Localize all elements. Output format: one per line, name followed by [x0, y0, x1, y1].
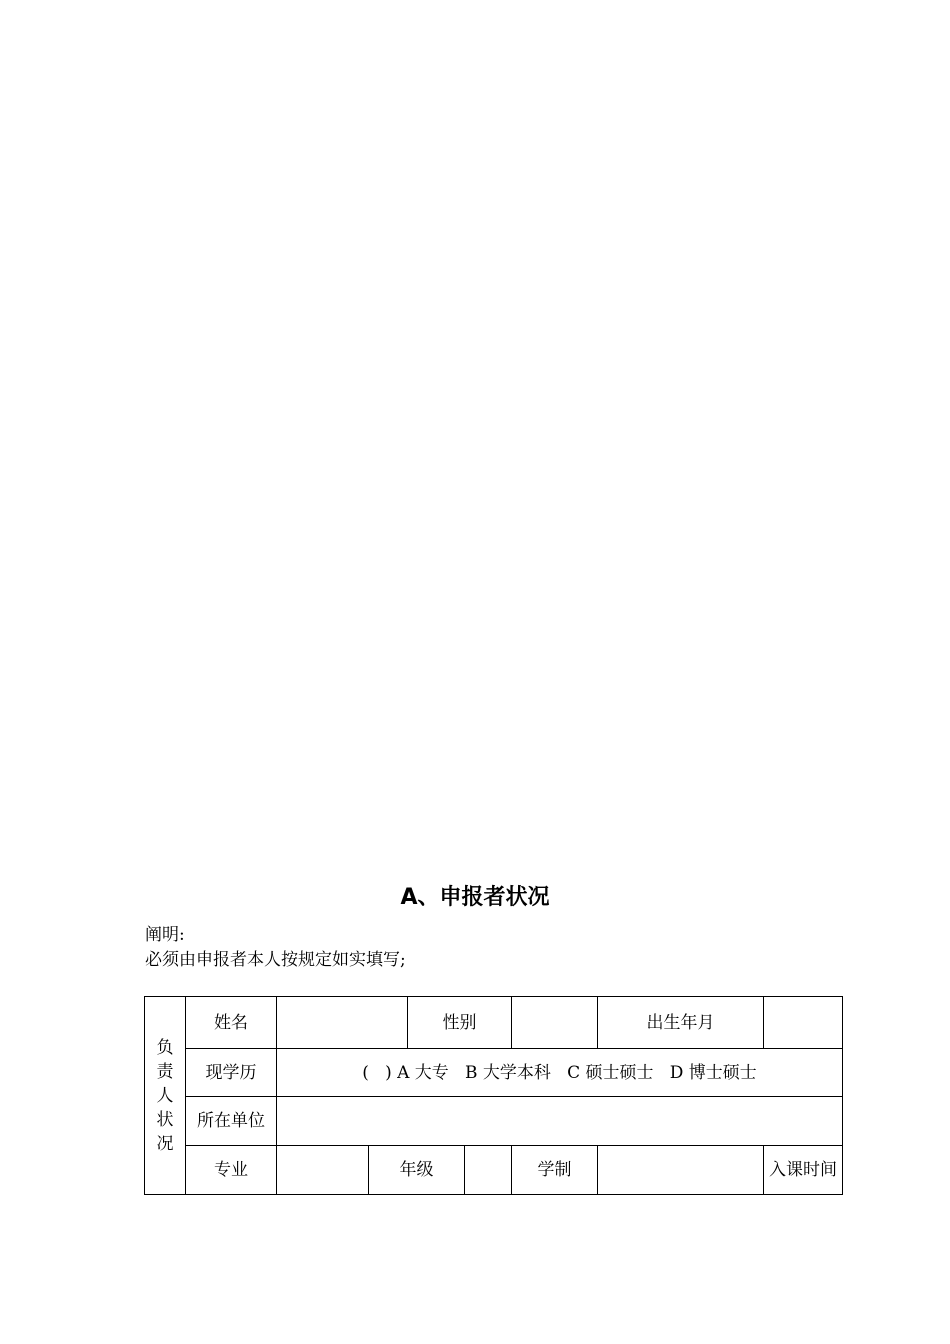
form-row-basic	[145, 997, 843, 1049]
side-label-cell	[145, 997, 186, 1195]
form-row-unit	[145, 1097, 843, 1146]
gender-label: 性别	[408, 997, 512, 1049]
form-row-education	[145, 1049, 843, 1097]
education-options-text: ( ) A 大专 B 大学本科 C 硕士硕士 D 博士硕士	[362, 1062, 757, 1083]
note-line: 必须由申报者本人按规定如实填写;	[145, 950, 406, 970]
name-field[interactable]	[277, 997, 408, 1049]
grade-label: 年级	[369, 1146, 465, 1195]
side-label: 负责人状况	[156, 1037, 174, 1154]
unit-label: 所在单位	[197, 1111, 265, 1131]
birth-label: 出生年月	[598, 997, 764, 1049]
note-heading: 阐明:	[145, 925, 185, 945]
education-options[interactable]	[277, 1049, 843, 1097]
form-row-study	[145, 1146, 843, 1195]
education-label: 现学历	[186, 1049, 277, 1097]
unit-field[interactable]	[277, 1097, 843, 1146]
section-title: A、申报者状况	[400, 885, 550, 910]
system-field[interactable]	[598, 1146, 764, 1195]
unit-label-cell	[186, 1097, 277, 1146]
applicant-form-table	[144, 996, 843, 1195]
gender-field[interactable]	[512, 997, 598, 1049]
system-label: 学制	[512, 1146, 598, 1195]
birth-field[interactable]	[764, 997, 843, 1049]
major-field[interactable]	[277, 1146, 369, 1195]
name-label: 姓名	[186, 997, 277, 1049]
grade-field[interactable]	[465, 1146, 512, 1195]
enroll-label: 入课时间	[764, 1146, 843, 1195]
major-label: 专业	[186, 1146, 277, 1195]
